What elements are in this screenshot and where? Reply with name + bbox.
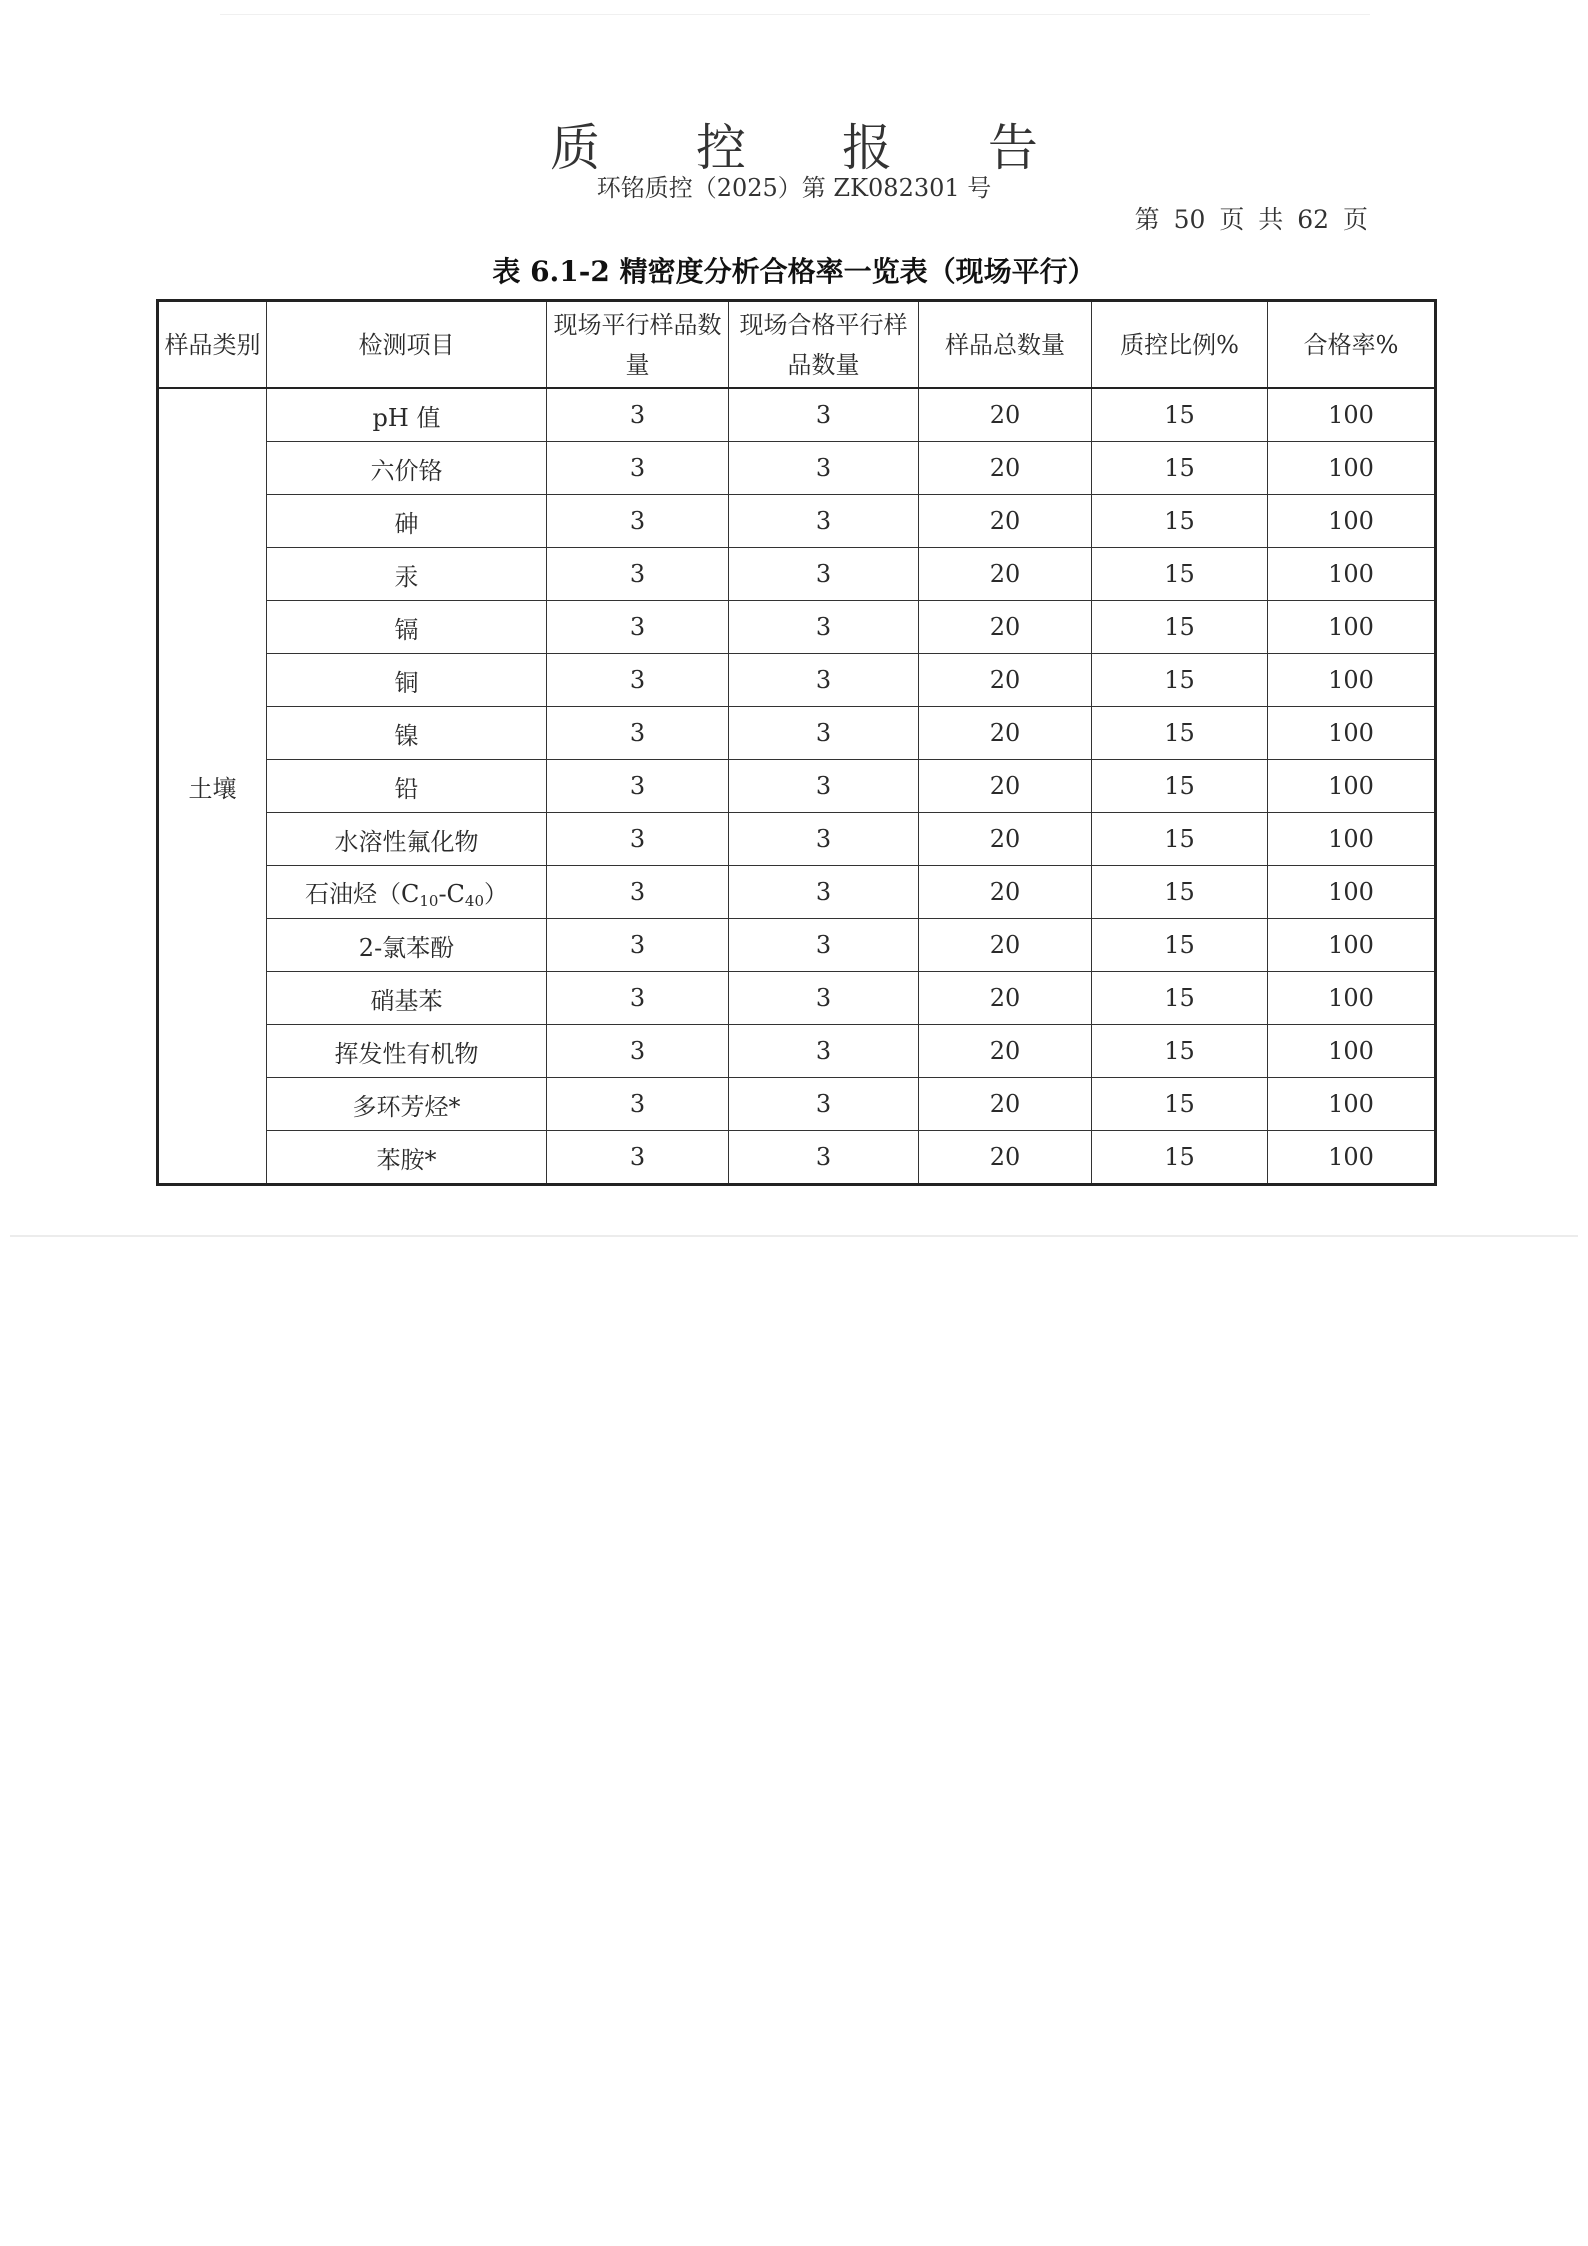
parallel-count-cell: 3 [547,654,729,707]
parallel-count-cell: 3 [547,813,729,866]
parallel-count-cell: 3 [547,760,729,813]
qc-ratio-cell: 15 [1092,388,1268,442]
table-header-row [158,301,1436,389]
parallel-count-cell: 3 [547,1131,729,1185]
table-row [158,919,1436,972]
pass-rate-cell: 100 [1268,1131,1436,1185]
qc-ratio-cell: 15 [1092,919,1268,972]
qc-ratio-cell: 15 [1092,442,1268,495]
parallel-count-cell: 3 [547,495,729,548]
total-count-cell: 20 [919,548,1092,601]
parallel-count-cell: 3 [547,601,729,654]
scan-artifact-line [10,1235,1578,1237]
qualified-count-cell: 3 [729,1025,919,1078]
table-row [158,707,1436,760]
pass-rate-cell: 100 [1268,972,1436,1025]
table-row [158,1078,1436,1131]
table-row [158,442,1436,495]
pass-rate-cell: 100 [1268,866,1436,919]
precision-pass-rate-table [156,299,1437,1186]
item-cell: 镉 [267,601,547,654]
item-cell [267,866,547,919]
col-header-pass-rate: 合格率% [1268,301,1436,389]
pass-rate-cell: 100 [1268,760,1436,813]
total-count-cell: 20 [919,601,1092,654]
total-count-cell: 20 [919,495,1092,548]
pass-rate-cell: 100 [1268,919,1436,972]
pass-rate-cell: 100 [1268,1025,1436,1078]
table-row [158,972,1436,1025]
pass-rate-cell: 100 [1268,601,1436,654]
table-row [158,866,1436,919]
total-count-cell: 20 [919,1078,1092,1131]
total-count-cell: 20 [919,1131,1092,1185]
item-cell: 六价铬 [267,442,547,495]
subscript-text: 10 [419,892,439,910]
qualified-count-cell: 3 [729,654,919,707]
parallel-count-cell: 3 [547,972,729,1025]
table-caption: 表 6.1-2 精密度分析合格率一览表（现场平行） [492,255,1096,288]
pass-rate-cell: 100 [1268,707,1436,760]
item-cell: 镍 [267,707,547,760]
qc-ratio-cell: 15 [1092,1078,1268,1131]
table-row [158,1025,1436,1078]
qualified-count-cell: 3 [729,919,919,972]
parallel-count-cell: 3 [547,707,729,760]
qualified-count-cell: 3 [729,442,919,495]
table-row [158,495,1436,548]
table-row [158,601,1436,654]
pass-rate-cell: 100 [1268,442,1436,495]
parallel-count-cell: 3 [547,388,729,442]
page-indicator: 第 50 页 共 62 页 [1134,205,1368,234]
pass-rate-cell: 100 [1268,388,1436,442]
total-count-cell: 20 [919,388,1092,442]
qualified-count-cell: 3 [729,760,919,813]
col-header-item: 检测项目 [267,301,547,389]
pass-rate-cell: 100 [1268,548,1436,601]
pass-rate-cell: 100 [1268,495,1436,548]
table-row [158,813,1436,866]
item-cell: 苯胺* [267,1131,547,1185]
qc-ratio-cell: 15 [1092,1025,1268,1078]
item-cell: 铜 [267,654,547,707]
pass-rate-cell: 100 [1268,654,1436,707]
qc-ratio-cell: 15 [1092,972,1268,1025]
qualified-count-cell: 3 [729,813,919,866]
qualified-count-cell: 3 [729,388,919,442]
qc-ratio-cell: 15 [1092,813,1268,866]
item-cell: pH 值 [267,388,547,442]
document-title: 质 控 报 告 [550,119,1078,177]
item-cell: 汞 [267,548,547,601]
qualified-count-cell: 3 [729,495,919,548]
qualified-count-cell: 3 [729,707,919,760]
table-row [158,1131,1436,1185]
total-count-cell: 20 [919,813,1092,866]
qc-ratio-cell: 15 [1092,760,1268,813]
qc-ratio-cell: 15 [1092,1131,1268,1185]
table-container [156,299,1437,1186]
total-count-cell: 20 [919,919,1092,972]
total-count-cell: 20 [919,760,1092,813]
col-header-qualified-count: 现场合格平行样品数量 [729,301,919,389]
total-count-cell: 20 [919,442,1092,495]
col-header-total-count: 样品总数量 [919,301,1092,389]
item-cell: 硝基苯 [267,972,547,1025]
item-cell: 铅 [267,760,547,813]
parallel-count-cell: 3 [547,919,729,972]
total-count-cell: 20 [919,707,1092,760]
item-text-part: ） [484,880,509,908]
qc-ratio-cell: 15 [1092,601,1268,654]
item-cell: 砷 [267,495,547,548]
qualified-count-cell: 3 [729,548,919,601]
table-body [158,388,1436,1185]
parallel-count-cell: 3 [547,548,729,601]
total-count-cell: 20 [919,972,1092,1025]
item-text-part: 石油烃（C [304,880,420,908]
qualified-count-cell: 3 [729,601,919,654]
table-row [158,548,1436,601]
item-cell: 2-氯苯酚 [267,919,547,972]
total-count-cell: 20 [919,866,1092,919]
scan-artifact-line [220,14,1370,15]
col-header-qc-ratio: 质控比例% [1092,301,1268,389]
item-cell: 水溶性氟化物 [267,813,547,866]
parallel-count-cell: 3 [547,1025,729,1078]
qualified-count-cell: 3 [729,1131,919,1185]
pass-rate-cell: 100 [1268,813,1436,866]
subscript-text: 40 [464,892,485,910]
table-row [158,760,1436,813]
qualified-count-cell: 3 [729,866,919,919]
report-number: 环铭质控（2025）第 ZK082301 号 [596,174,992,202]
qc-ratio-cell: 15 [1092,866,1268,919]
category-cell: 土壤 [158,388,267,1185]
qualified-count-cell: 3 [729,1078,919,1131]
parallel-count-cell: 3 [547,1078,729,1131]
total-count-cell: 20 [919,654,1092,707]
item-text-part: -C [438,880,465,908]
parallel-count-cell: 3 [547,866,729,919]
qualified-count-cell: 3 [729,972,919,1025]
qc-ratio-cell: 15 [1092,707,1268,760]
qc-ratio-cell: 15 [1092,495,1268,548]
qc-ratio-cell: 15 [1092,654,1268,707]
table-row [158,388,1436,442]
item-cell: 多环芳烃* [267,1078,547,1131]
col-header-category: 样品类别 [158,301,267,389]
qc-ratio-cell: 15 [1092,548,1268,601]
item-cell: 挥发性有机物 [267,1025,547,1078]
col-header-parallel-count: 现场平行样品数量 [547,301,729,389]
pass-rate-cell: 100 [1268,1078,1436,1131]
parallel-count-cell: 3 [547,442,729,495]
table-row [158,654,1436,707]
total-count-cell: 20 [919,1025,1092,1078]
